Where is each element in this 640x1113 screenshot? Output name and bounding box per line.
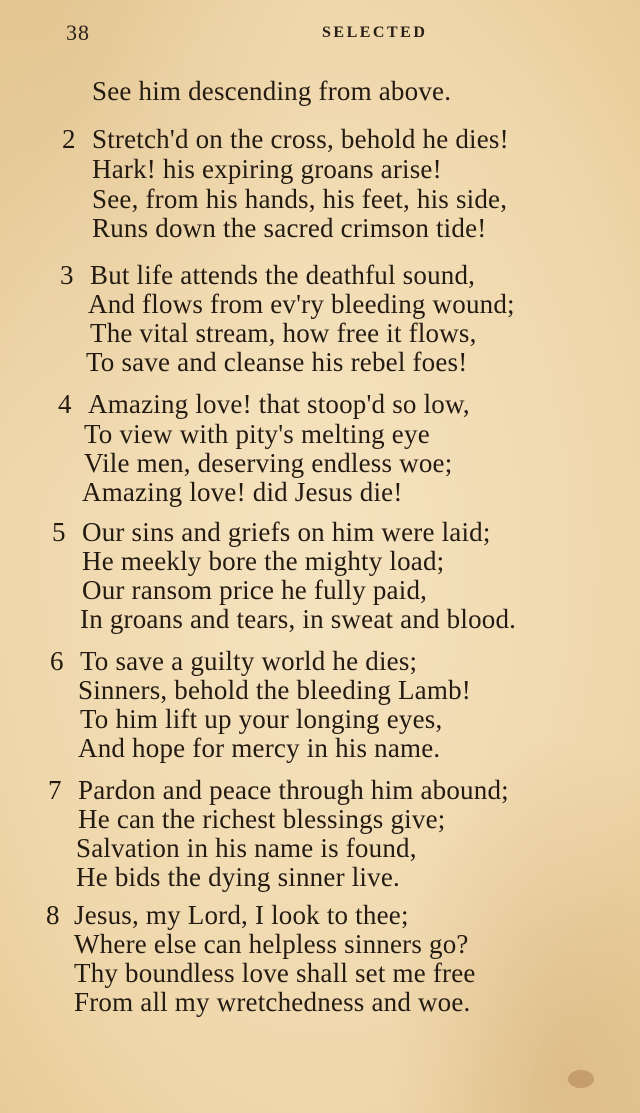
verse-line: And hope for mercy in his name.: [78, 733, 441, 763]
verse-line: Pardon and peace through him abound;: [78, 775, 509, 805]
verse-line: He can the richest blessings give;: [78, 804, 446, 834]
verse-line: From all my wretchedness and woe.: [74, 987, 471, 1017]
verse-line: Salvation in his name is found,: [76, 833, 417, 863]
verse-line: Runs down the sacred crimson tide!: [92, 213, 487, 243]
paper-stain: [568, 1070, 594, 1088]
verse-number: 2: [62, 124, 76, 154]
verse-line: He meekly bore the mighty load;: [82, 546, 445, 576]
verse-line: He bids the dying sinner live.: [76, 862, 400, 892]
verse-line: Our sins and griefs on him were laid;: [82, 517, 491, 547]
verse-line: See, from his hands, his feet, his side,: [92, 184, 508, 214]
verse-line: Amazing love! did Jesus die!: [82, 477, 403, 507]
verse-number: 5: [52, 517, 66, 547]
verse-line: Where else can helpless sinners go?: [74, 929, 469, 959]
verse-number: 6: [50, 646, 64, 676]
verse-line: Vile men, deserving endless woe;: [84, 448, 453, 478]
continuation-line: See him descending from above.: [92, 76, 452, 106]
verse-number: 4: [58, 389, 72, 419]
verse-line: Our ransom price he fully paid,: [82, 575, 428, 605]
verse-line: To save and cleanse his rebel foes!: [86, 347, 468, 377]
verse-line: But life attends the deathful sound,: [90, 260, 476, 290]
verse-line: To view with pity's melting eye: [84, 419, 430, 449]
verse-line: Stretch'd on the cross, behold he dies!: [92, 124, 509, 154]
verse-line: To save a guilty world he dies;: [80, 646, 418, 676]
verse-line: And flows from ev'ry bleeding wound;: [88, 289, 515, 319]
verse-line: Jesus, my Lord, I look to thee;: [74, 900, 409, 930]
verse-number: 8: [46, 900, 60, 930]
page-number: 38: [66, 20, 90, 45]
running-head: SELECTED: [322, 24, 428, 41]
verse-number: 7: [48, 775, 62, 805]
verse-number: 3: [60, 260, 74, 290]
verse-line: In groans and tears, in sweat and blood.: [80, 604, 517, 634]
verse-line: Hark! his expiring groans arise!: [92, 154, 442, 184]
verse-line: Thy boundless love shall set me free: [74, 958, 476, 988]
verse-line: The vital stream, how free it flows,: [90, 318, 477, 348]
verse-line: Sinners, behold the bleeding Lamb!: [78, 675, 471, 705]
verse-line: Amazing love! that stoop'd so low,: [88, 389, 470, 419]
verse-line: To him lift up your longing eyes,: [80, 704, 443, 734]
